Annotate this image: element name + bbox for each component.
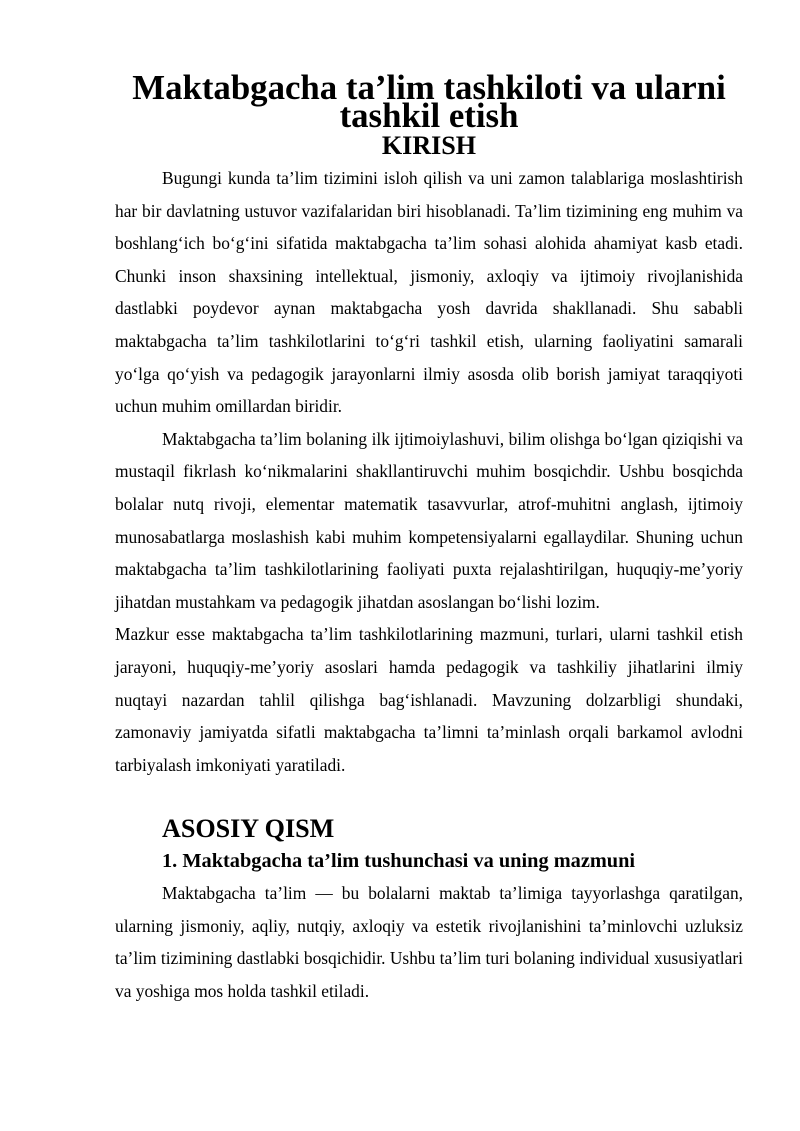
main-section-heading: ASOSIY QISM <box>162 814 335 844</box>
intro-paragraph-2: Maktabgacha ta’lim bolaning ilk ijtimoiylashuvi, bilim olishga bo‘lgan qiziqishi va mustaqil fikrlash ko‘nikmalarini shakllantiruvchi muhim bosqichdir. Ushbu bosqichda bolalar nutq rivoji, elementar matematik tasavvurlar, atrof-muhitni anglash, ijtimoiy munosabatlarga moslashish kabi muhim kompetensiyalarni egallaydilar. Shuning uchun maktabgacha ta’lim tashkilotlarining faoliyati puxta rejalashtirilgan, huquqiy-me’yoriy jihatdan mustahkam va pedagogik jihatdan asoslangan bo‘lishi lozim. <box>115 428 743 612</box>
document-page <box>115 68 743 1008</box>
intro-paragraph-1: Bugungi kunda ta’lim tizimini isloh qilish va uni zamon talablariga moslashtirish har bir davlatning ustuvor vazifalaridan biri hisoblanadi. Ta’lim tizimining eng muhim va boshlang‘ich bo‘g‘ini sifatida maktabgacha ta’lim sohasi alohida ahamiyat kasb etadi. Chunki inson shaxsining intellektual, jismoniy, axloqiy va ijtimoiy rivojlanishida dastlabki poydevor aynan maktabgacha yosh davrida shakllanadi. Shu sababli maktabgacha ta’lim tashkilotlarini to‘g‘ri tashkil etish, ularning faoliyatini samarali yo‘lga qo‘yish va pedagogik jarayonlarni ilmiy asosda olib borish jamiyat taraqqiyoti uchun muhim omillardan biridir. <box>115 168 743 417</box>
section-spacer <box>115 781 743 813</box>
section-1-heading: 1. Maktabgacha ta’lim tushunchasi va uning mazmuni <box>162 850 636 873</box>
document-title: Maktabgacha ta’lim tashkiloti va ularni tashkil etish <box>132 68 726 135</box>
intro-paragraph-3: Mazkur esse maktabgacha ta’lim tashkilotlarining mazmuni, turlari, ularni tashkil etish jarayoni, huquqiy-me’yoriy asoslari hamda pedagogik va tashkiliy jihatlarini ilmiy nuqtayi nazardan tahlil qilishga bag‘ishlanadi. Mavzuning dolzarbligi shundaki, zamonaviy jamiyatda sifatli maktabgacha ta’limni ta’minlash orqali barkamol avlodni tarbiyalash imkoniyati yaratiladi. <box>115 624 743 775</box>
section-1-paragraph: Maktabgacha ta’lim — bu bolalarni maktab ta’limiga tayyorlashga qaratilgan, ularning jismoniy, aqliy, nutqiy, axloqiy va estetik rivojlanishini ta’minlovchi uzluksiz ta’lim tizimining dastlabki bosqichidir. Ushbu ta’lim turi bolaning individual xususiyatlari va yoshiga mos holda tashkil etiladi. <box>115 883 743 1002</box>
intro-heading: KIRISH <box>381 131 477 160</box>
